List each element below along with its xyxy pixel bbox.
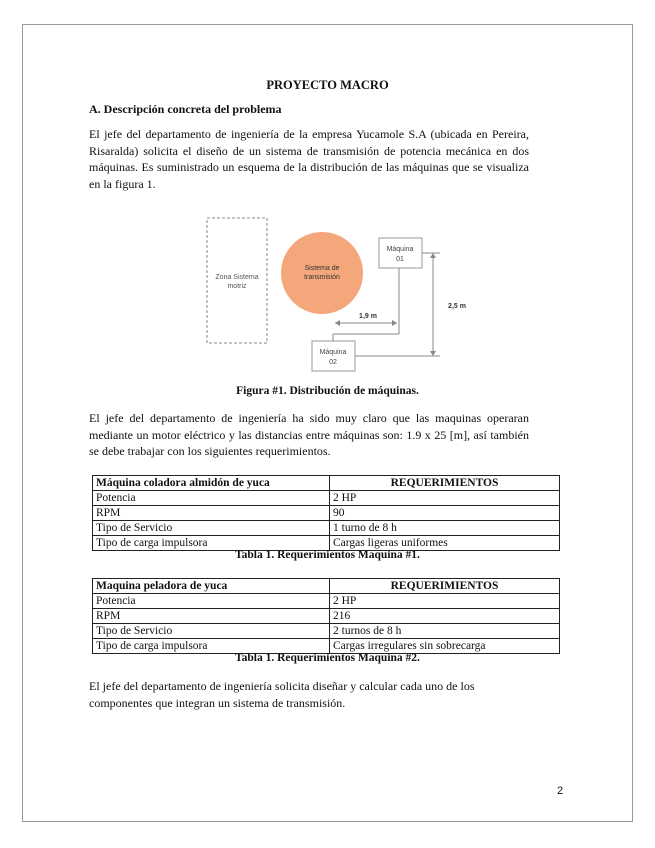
table-cell-value: 2 HP <box>330 491 560 506</box>
table-cell-label: Potencia <box>93 491 330 506</box>
table-header-machine: Maquina peladora de yuca <box>93 579 330 594</box>
table-header-machine: Máquina coladora almidón de yuca <box>93 476 330 491</box>
maquina-02-line2: 02 <box>329 359 337 366</box>
dim-vertical-label: 2,5 m <box>448 303 466 310</box>
document-title: PROYECTO MACRO <box>266 78 389 92</box>
table-cell-value: Cargas irregulares sin sobrecarga <box>330 639 560 654</box>
dim-vertical-arrow-top <box>430 253 436 258</box>
table-row <box>93 609 560 624</box>
table-cell-label: Tipo de carga impulsora <box>93 639 330 654</box>
paragraph-requirements: El jefe del departamento de ingeniería ha sido muy claro que las maquinas operaran mediante un motor eléctrico y las distancias entre máquinas son: 1.9 x 25 [m], así también se debe trabajar con los siguientes requerimientos. <box>89 411 529 458</box>
maquina-02-box <box>312 341 355 371</box>
table-header-requirements: REQUERIMIENTOS <box>330 476 560 491</box>
zona-label-line2: motriz <box>227 283 247 290</box>
table-cell-label: Potencia <box>93 594 330 609</box>
table-cell-value: 216 <box>330 609 560 624</box>
dim-vertical-arrow-bottom <box>430 351 436 356</box>
table-row <box>93 594 560 609</box>
paragraph-closing: El jefe del departamento de ingeniería solicita diseñar y calcular cada uno de los componentes que integran un sistema de transmisión. <box>89 679 475 710</box>
table-cell-label: Tipo de Servicio <box>93 624 330 639</box>
table-cell-label: Tipo de Servicio <box>93 521 330 536</box>
dim-horizontal-arrow-left <box>335 320 340 326</box>
sistema-transmision-circle <box>281 232 363 314</box>
requirements-table-2 <box>92 578 560 654</box>
sistema-label-line1: Sistema de <box>304 265 340 272</box>
table-cell-value: 2 HP <box>330 594 560 609</box>
table-cell-label: RPM <box>93 506 330 521</box>
table-1-caption: Tabla 1. Requerimientos Maquina #1. <box>235 549 420 561</box>
table-cell-value: Cargas ligeras uniformes <box>330 536 560 551</box>
table-cell-value: 2 turnos de 8 h <box>330 624 560 639</box>
requirements-table-1 <box>92 475 560 551</box>
dim-horizontal-label: 1,9 m <box>359 313 377 320</box>
table-row <box>93 521 560 536</box>
table-cell-value: 1 turno de 8 h <box>330 521 560 536</box>
maquina-02-line1: Máquina <box>319 349 347 356</box>
paragraph-intro: El jefe del departamento de ingeniería de la empresa Yucamole S.A (ubicada en Pereira, Risaralda) solicita el diseño de un sistema de transmisión de potencia mecánica en dos máquinas. Es suministrado un esquema de la distribución de las máquinas que se visualiza en la figura 1. <box>89 127 529 191</box>
maquina-01-line2: 01 <box>396 256 404 263</box>
table-cell-label: Tipo de carga impulsora <box>93 536 330 551</box>
table-row <box>93 506 560 521</box>
table-row <box>93 624 560 639</box>
table-row <box>93 491 560 506</box>
dim-horizontal-arrow-right <box>392 320 397 326</box>
table-header-requirements: REQUERIMIENTOS <box>330 579 560 594</box>
maquina-01-line1: Máquina <box>386 246 414 253</box>
maquina-01-box <box>379 238 422 268</box>
table-2-caption: Tabla 1. Requerimientos Maquina #2. <box>235 652 420 664</box>
table-header-row <box>93 476 560 491</box>
table-cell-value: 90 <box>330 506 560 521</box>
page-number: 2 <box>557 785 564 797</box>
section-heading: A. Descripción concreta del problema <box>89 102 282 116</box>
table-header-row <box>93 579 560 594</box>
zona-label-line1: Zona Sistema <box>215 274 259 281</box>
sistema-label-line2: transmisión <box>304 274 340 281</box>
figure-caption: Figura #1. Distribución de máquinas. <box>236 385 419 397</box>
table-cell-label: RPM <box>93 609 330 624</box>
